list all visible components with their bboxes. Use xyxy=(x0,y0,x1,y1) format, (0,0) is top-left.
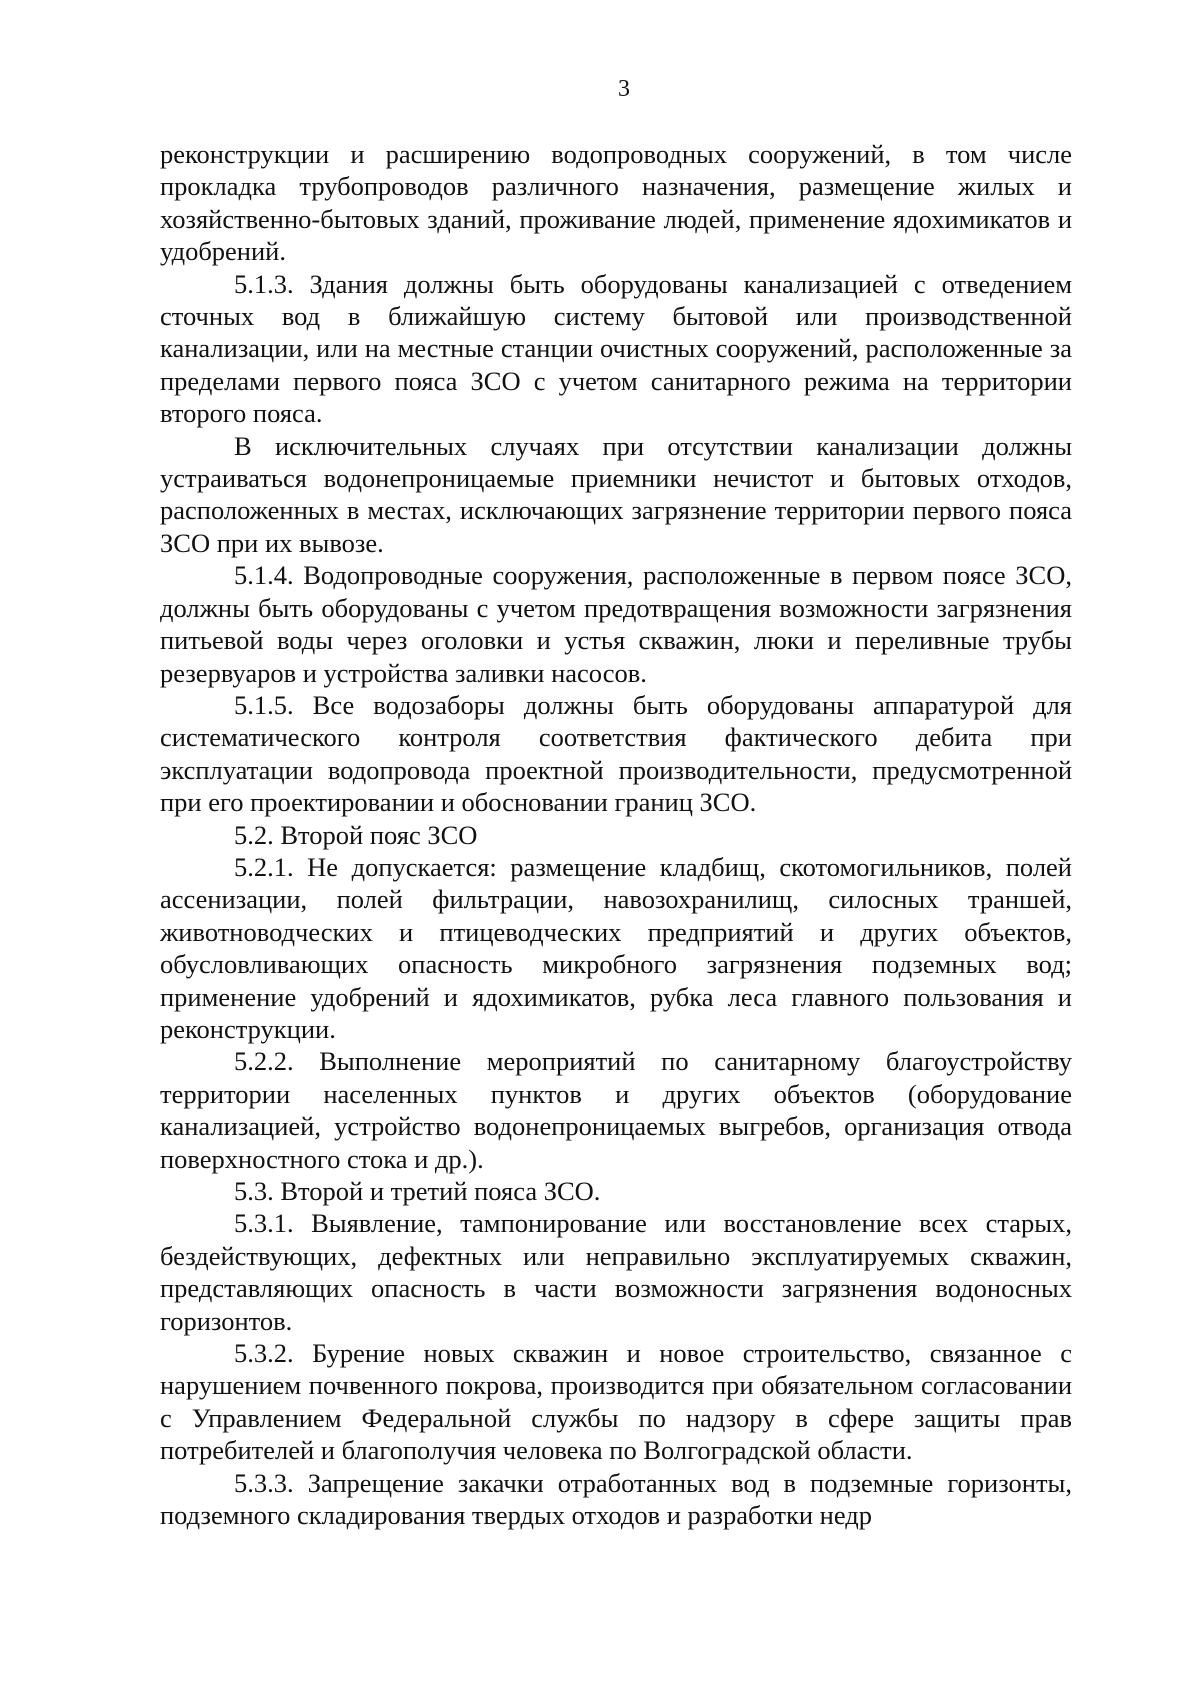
paragraph-exceptional-cases: В исключительных случаях при отсутствии канализации должны устраиваться водонепроницаемые приемники нечистот и бытовых отходов, расположенных в местах, исключающих загрязнение территории первого пояса ЗСО при их вывозе. xyxy=(160,430,1072,558)
paragraph-5-3-2: 5.3.2. Бурение новых скважин и новое строительство, связанное с нарушением почвенного покрова, производится при обязательном согласовании с Управлением Федеральной службы по надзору в сфере защиты прав потребителей и благополучия человека по Волгоградской области. xyxy=(160,1338,1072,1466)
section-heading-5-3: 5.3. Второй и третий пояса ЗСО. xyxy=(234,1176,601,1206)
paragraph-5-3-3: 5.3.3. Запрещение закачки отработанных вод в подземные горизонты, подземного складирования твердых отходов и разработки недр xyxy=(160,1467,1072,1531)
paragraph-5-1-3: 5.1.3. Здания должны быть оборудованы канализацией с отведением сточных вод в ближайшую систему бытовой или производственной канализации, или на местные станции очистных сооружений, расположенные за пределами первого пояса ЗСО с учетом санитарного режима на территории второго пояса. xyxy=(160,268,1072,429)
paragraph-5-2-1: 5.2.1. Не допускается: размещение кладбищ, скотомогильников, полей ассенизации, полей фильтрации, навозохранилищ, силосных траншей, животноводческих и птицеводческих предприятий и других объектов, обусловливающих опасность микробного загрязнения подземных вод; применение удобрений и ядохимикатов, рубка леса главного пользования и реконструкции. xyxy=(160,851,1072,1044)
paragraph-5-1-4: 5.1.4. Водопроводные сооружения, расположенные в первом поясе ЗСО, должны быть оборудованы с учетом предотвращения возможности загрязнения питьевой воды через оголовки и устья скважин, люки и переливные трубы резервуаров и устройства заливки насосов. xyxy=(160,560,1072,688)
section-heading-5-2: 5.2. Второй пояс ЗСО xyxy=(234,819,478,850)
paragraph-5-1-5: 5.1.5. Все водозаборы должны быть оборудованы аппаратурой для систематического контроля соответствия фактического дебита при эксплуатации водопровода проектной производительности, предусмотренной при его проектировании и обосновании границ ЗСО. xyxy=(160,689,1072,818)
paragraph-5-2-2: 5.2.2. Выполнение мероприятий по санитарному благоустройству территории населенных пунктов и других объектов (оборудование канализацией, устройство водонепроницаемых выгребов, организация отвода поверхностного стока и др.). xyxy=(160,1046,1072,1174)
document-body xyxy=(160,138,1072,1531)
paragraph-5-3-1: 5.3.1. Выявление, тампонирование или восстановление всех старых, бездействующих, дефектных или неправильно эксплуатируемых скважин, представляющих опасность в части возможности загрязнения водоносных горизонтов. xyxy=(160,1208,1072,1336)
paragraph-continuation: реконструкции и расширению водопроводных сооружений, в том числе прокладка трубопроводов различного назначения, размещение жилых и хозяйственно-бытовых зданий, проживание людей, применение ядохимикатов и удобрений. xyxy=(160,139,1072,267)
page-number: 3 xyxy=(618,76,630,102)
